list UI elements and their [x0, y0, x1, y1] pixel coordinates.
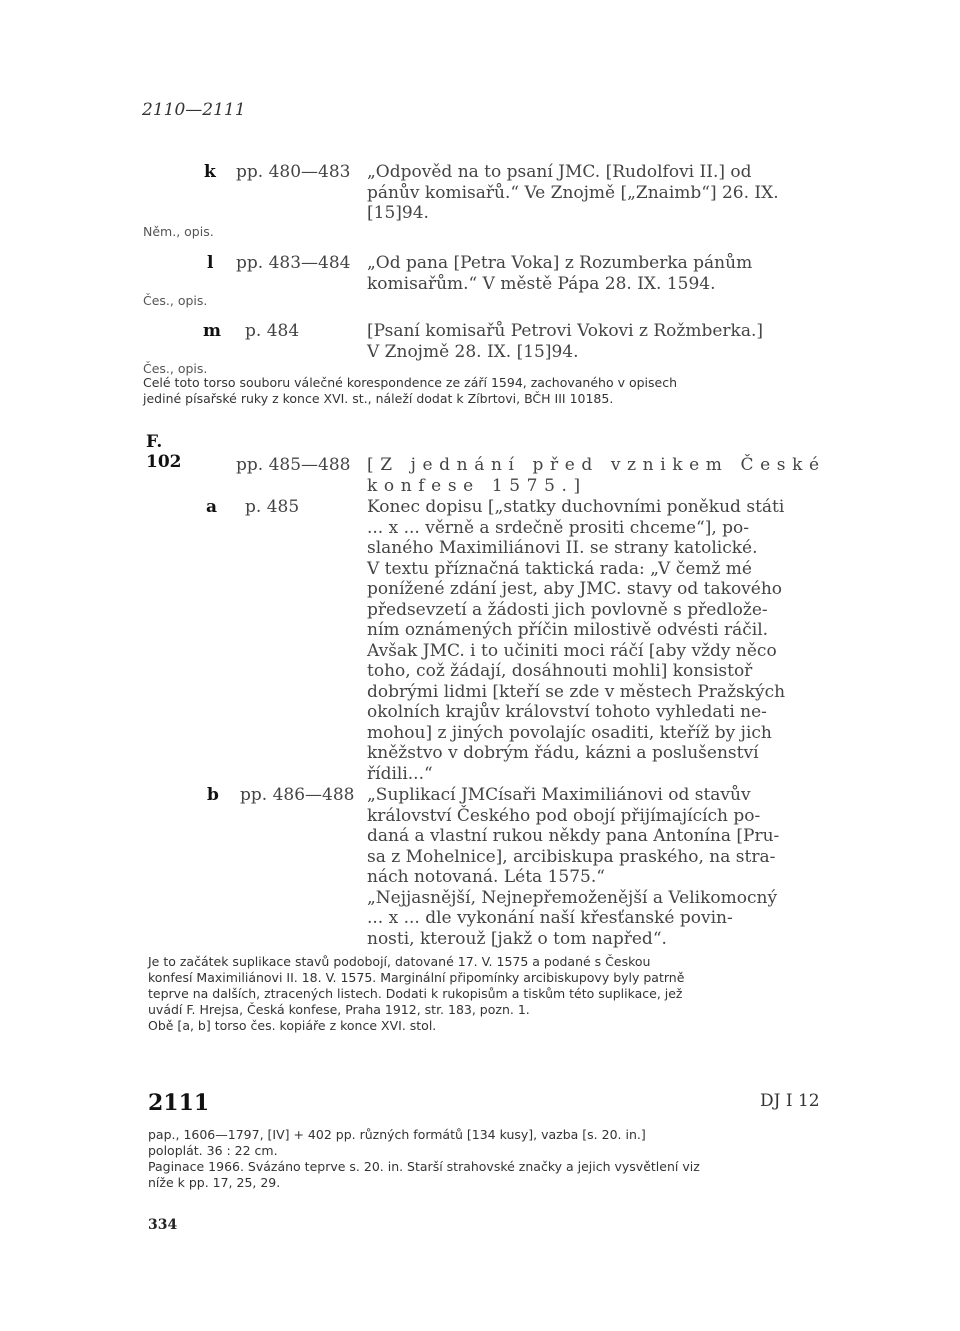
item-pages-m: p. 484	[245, 321, 300, 341]
item-text-a: Konec dopisu [„statky duchovními poněkud státi ... x ... věrně a srdečně prositi chceme“], po- slaného Maximiliánovi II. se strany katolické. V textu příznačná taktická rada: „V čemž mé ponížené zdání jest, aby JMC. stavy od takového předsevzetí a žádosti jich povlovně s předlože- ním oznámených příčin milostivě odvésti ráčil. Avšak JMC. i to učiniti moci ráčí [aby vždy něco toho, což žádají, dosáhnouti mohli] konsistoř dobrými lidmi [kteří se zde v městech Pražských okolních krajův království tohoto vyhledati ne- mohou] z jiných povolajíc osaditi, kteříž by jich kněžstvo v dobrým řádu, kázni a poslušenství řídili...“	[367, 497, 786, 784]
manuscript-description: pap., 1606—1797, [IV] + 402 pp. různých formátů [134 kusy], vazba [s. 20. in.] poloplát. 36 : 22 cm. Paginace 1966. Svázáno teprve s. 20. in. Starší strahovské značky a jejich vysvětlení viz níže k pp. 17, 25, 29.	[148, 1127, 700, 1190]
shelf-signature: DJ I 12	[760, 1091, 820, 1111]
torso-note: Celé toto torso souboru válečné korespondence ze září 1594, zachovaného v opisech jediné písařské ruky z konce XVI. st., náleží dodat k Zíbrtovi, BČH III 10185.	[143, 375, 678, 406]
group-pages: pp. 485—488	[236, 455, 351, 475]
item-text-k: „Odpověd na to psaní JMC. [Rudolfovi II.] od pánův komisařů.“ Ve Znojmě [„Znaimb“] 26. IX. [15]94.	[367, 162, 779, 223]
item-pages-l: pp. 483—484	[236, 253, 351, 273]
item-label-b: b	[207, 785, 219, 805]
item-label-k: k	[204, 162, 216, 182]
item-text-l: „Od pana [Petra Voka] z Rozumberka pánům komisařům.“ V městě Pápa 28. IX. 1594.	[367, 253, 753, 294]
item-pages-k: pp. 480—483	[236, 162, 351, 182]
item-pages-b: pp. 486—488	[240, 785, 355, 805]
supplication-note: Je to začátek suplikace stavů podobojí, datované 17. V. 1575 a podané s Českou konfesí Maximiliánovi II. 18. V. 1575. Marginální připomínky arcibiskupovy byly patrně teprve na dalších, ztracených listech. Dodati k rukopisům a tiskům této suplikace, jež uvádí F. Hrejsa, Česká konfese, Praha 1912, str. 183, pozn. 1. Obě [a, b] torso čes. kopiáře z konce XVI. stol.	[148, 954, 685, 1033]
item-text-b: „Suplikací JMCísaři Maximiliánovi od stavův království Českého pod obojí přijímajících po- daná a vlastní rukou někdy pana Antonína [Pru- sa z Mohelnice], arcibiskupa praského, na stra- nách notovaná. Léta 1575.“ „Nejjasnější, Nejnepřemoženější a Velikomocný ... x ... dle vykonání naší křesťanské povin- nosti, kterouž [jakž o tom napřed“.	[367, 785, 780, 949]
f-number: 102	[146, 452, 182, 472]
f-label: F.	[146, 432, 163, 452]
item-side-m: Čes., opis.	[143, 361, 208, 376]
entry-number: 2111	[148, 1090, 210, 1116]
item-side-l: Čes., opis.	[143, 293, 208, 308]
item-label-a: a	[206, 497, 218, 517]
item-side-k: Něm., opis.	[143, 224, 214, 239]
item-text-m: [Psaní komisařů Petrovi Vokovi z Rožmberka.] V Znojmě 28. IX. [15]94.	[367, 321, 764, 362]
page-number: 334	[148, 1217, 178, 1233]
item-label-l: l	[207, 253, 214, 273]
running-head: 2110—2111	[142, 100, 246, 120]
item-label-m: m	[203, 321, 221, 341]
item-pages-a: p. 485	[245, 497, 300, 517]
group-title: [Z jednání před vznikem České konfese 1575.]	[367, 455, 826, 496]
